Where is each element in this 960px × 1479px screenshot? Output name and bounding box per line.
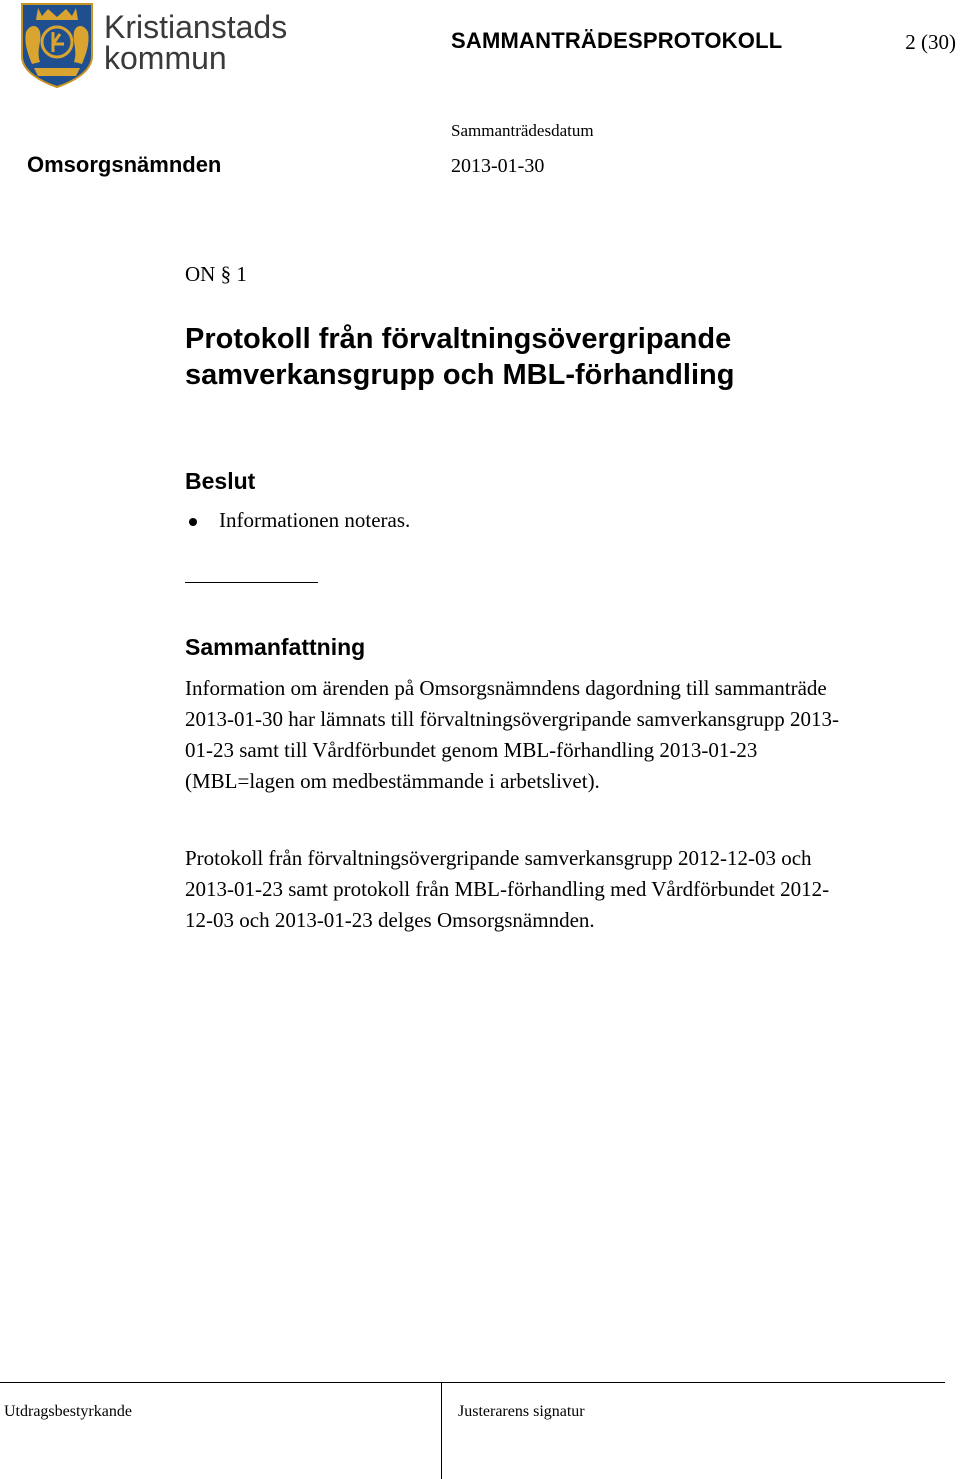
decision-list: [185, 508, 410, 533]
meeting-date: 2013-01-30: [451, 155, 545, 177]
footer-column-divider: [441, 1382, 442, 1479]
decision-text: Informationen noteras.: [219, 508, 411, 532]
footer-divider: [0, 1382, 945, 1383]
bullet-icon: [189, 518, 197, 526]
item-reference: ON § 1: [185, 262, 247, 286]
logo-text-line1: Kristianstads: [104, 9, 288, 45]
meeting-date-label: Sammanträdesdatum: [451, 121, 594, 140]
summary-heading: Sammanfattning: [185, 634, 366, 660]
section-divider: [185, 582, 318, 583]
footer-certification-label: Utdragsbestyrkande: [4, 1403, 132, 1420]
municipality-logo: [20, 2, 292, 88]
decision-heading: Beslut: [185, 468, 256, 494]
municipal-coat-of-arms-icon: [22, 4, 92, 87]
page-number: 2 (30): [905, 30, 956, 54]
committee-name: Omsorgsnämnden: [27, 152, 222, 177]
list-item: [185, 508, 410, 533]
footer-signature-label: Justerarens signatur: [458, 1403, 585, 1420]
document-type: SAMMANTRÄDESPROTOKOLL: [451, 28, 783, 53]
logo-text-line2: kommun: [104, 40, 227, 76]
summary-paragraph-1: Information om ärenden på Omsorgsnämndens dagordning till sammanträde 2013-01-30 har lämnats till förvaltningsövergripande samverkansgrupp 2013-01-23 samt till Vårdförbundet genom MBL-förhandling 2013-01-23 (MBL=lagen om medbestämmande i arbetslivet).: [185, 676, 839, 793]
item-title: Protokoll från förvaltningsövergripande samverkansgrupp och MBL-förhandling: [185, 323, 735, 391]
summary-paragraph-2: Protokoll från förvaltningsövergripande samverkansgrupp 2012-12-03 och 2013-01-23 samt protokoll från MBL-förhandling med Vårdförbundet 2012-12-03 och 2013-01-23 delges Omsorgsnämnden.: [185, 846, 830, 932]
